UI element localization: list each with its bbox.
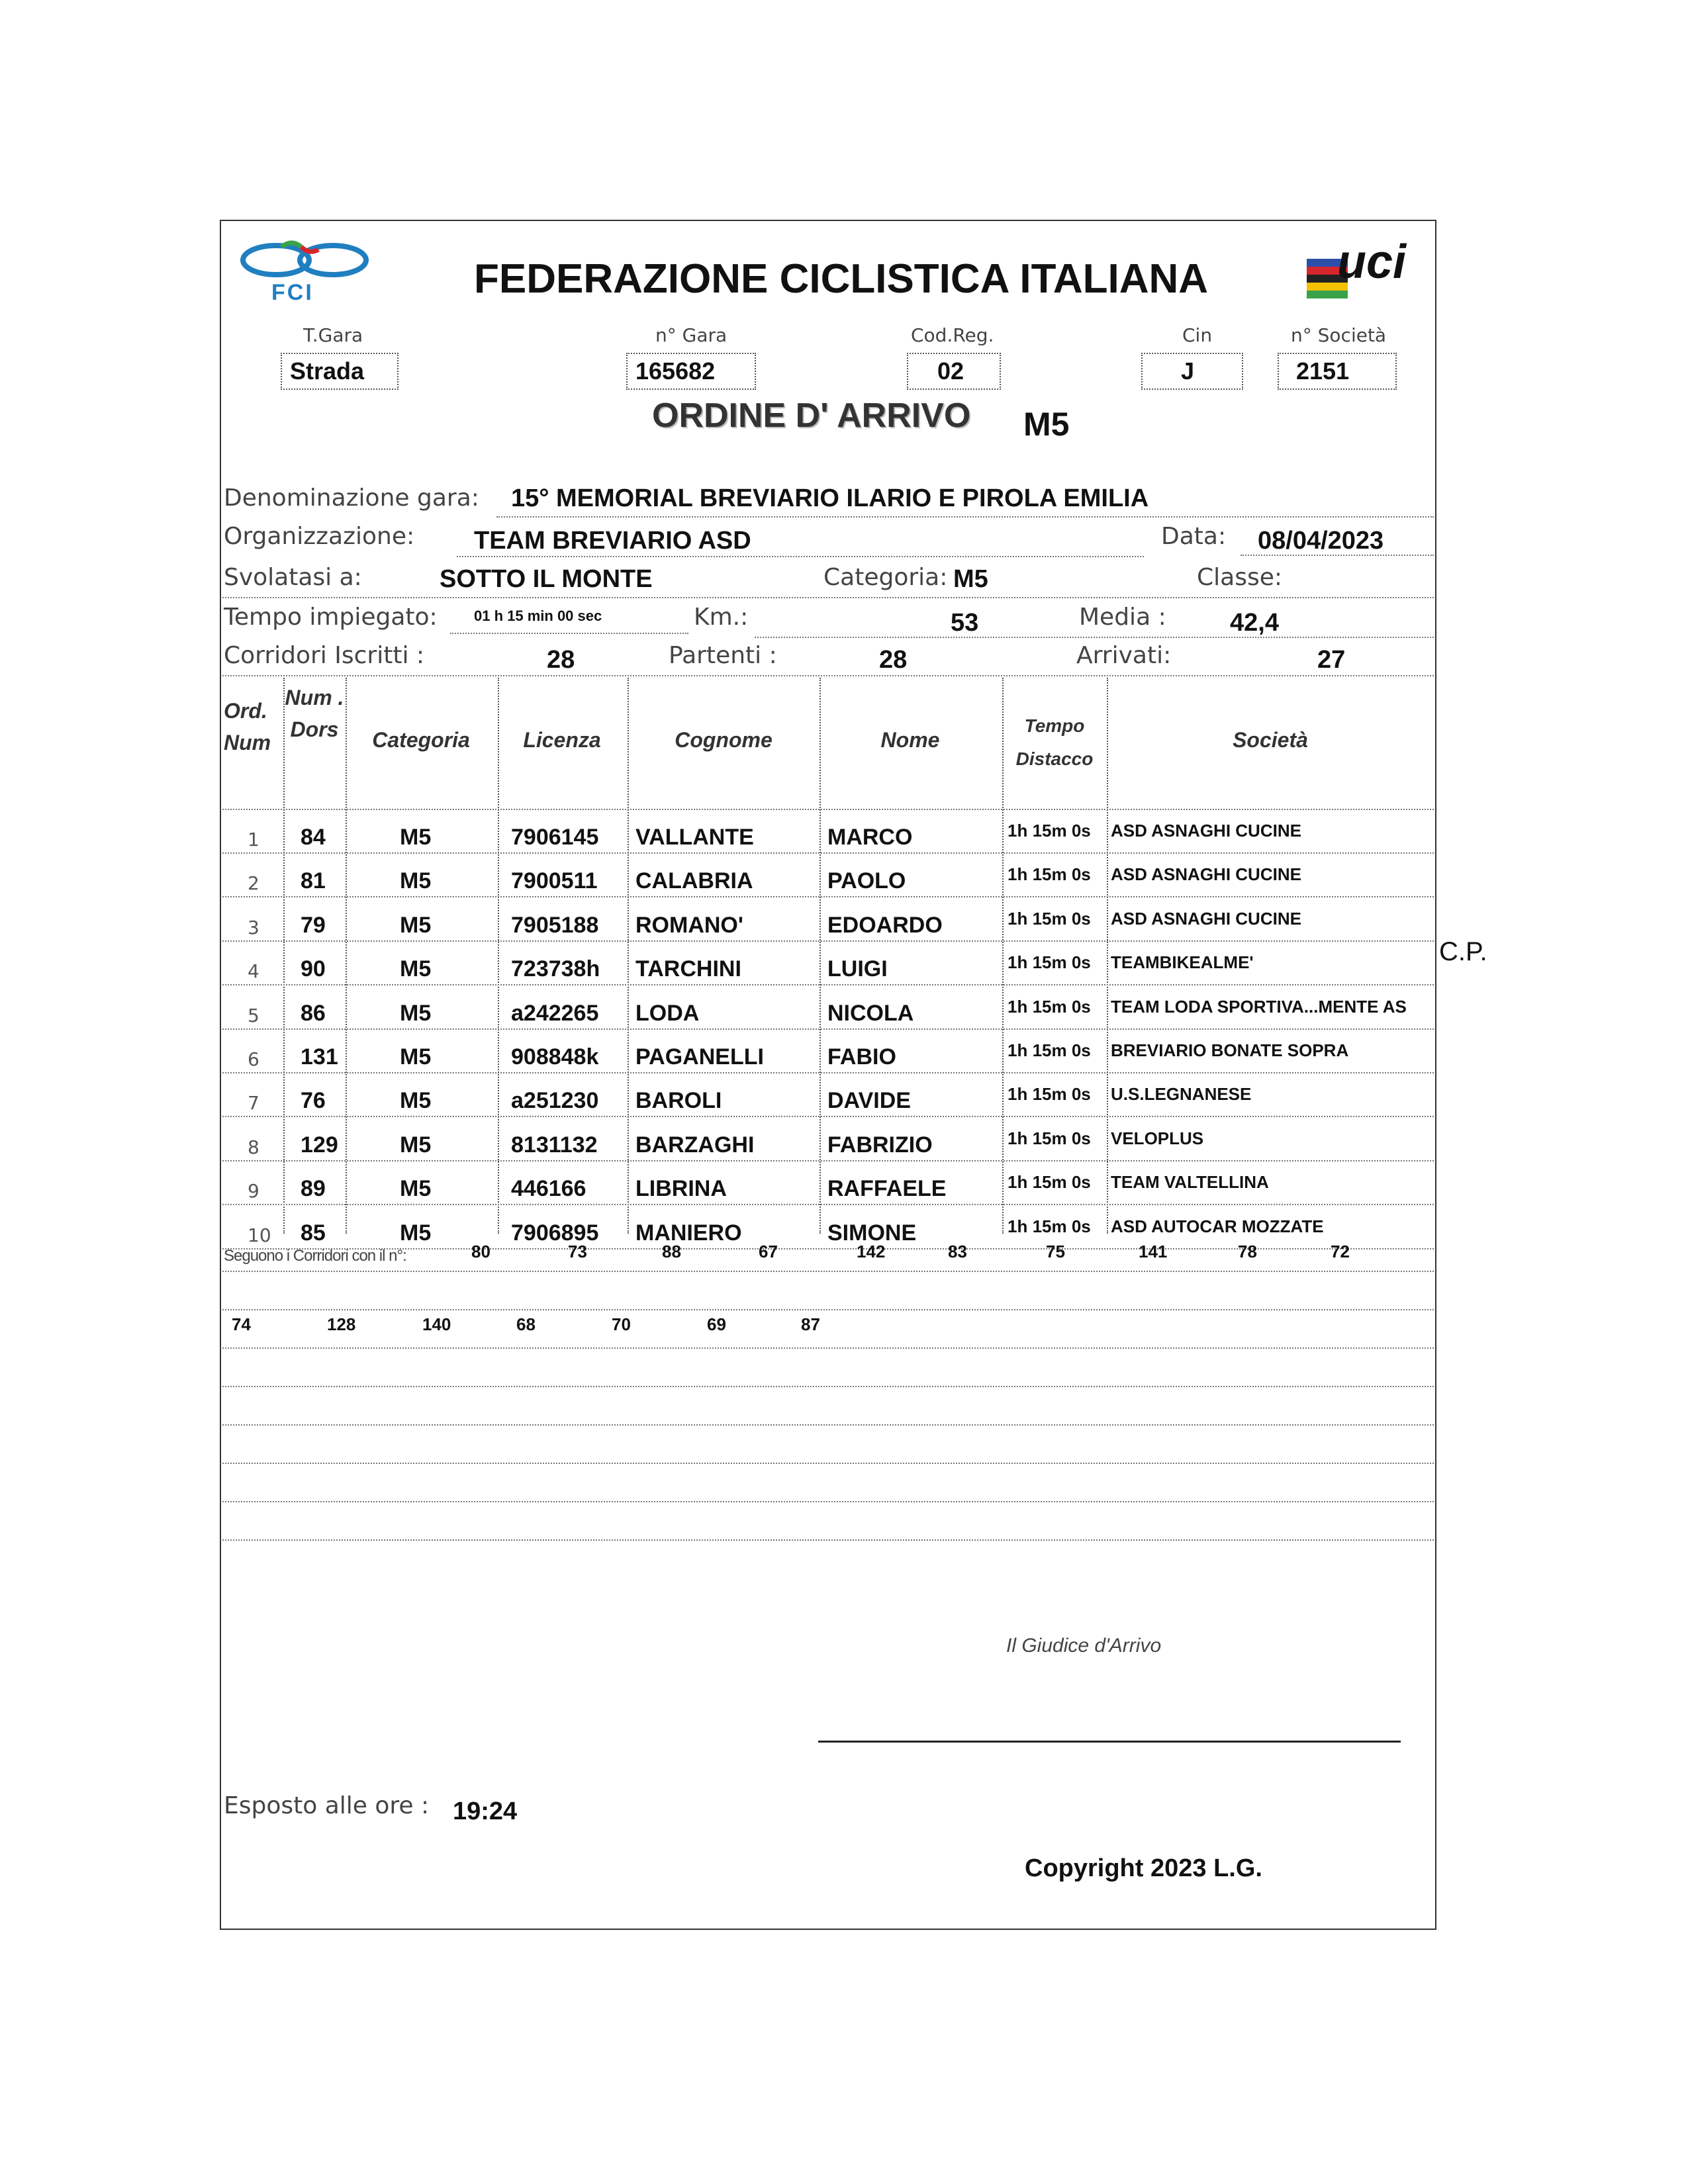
- cell-tempo: 1h 15m 0s: [1008, 1128, 1091, 1148]
- organizzazione-value: TEAM BREVIARIO ASD: [474, 527, 751, 555]
- t-gara-label: T.Gara: [303, 324, 363, 346]
- cell-cognome: MANIERO: [635, 1220, 742, 1246]
- cell-nome: MARCO: [827, 825, 913, 850]
- fci-logo: [235, 235, 374, 308]
- cell-societa: ASD ASNAGHI CUCINE: [1111, 908, 1301, 929]
- col-header-num: Num . Dors: [285, 686, 344, 741]
- cell-num: 79: [301, 912, 326, 938]
- cell-tempo: 1h 15m 0s: [1008, 1216, 1091, 1236]
- cell-tempo: 1h 15m 0s: [1008, 1040, 1091, 1060]
- cell-cognome: ROMANO': [635, 912, 743, 938]
- organizzazione-line: [457, 556, 1144, 557]
- iscritti-label: Corridori Iscritti :: [224, 642, 425, 669]
- cin-field: J: [1141, 353, 1243, 390]
- categoria-value: M5: [953, 565, 988, 593]
- cell-num: 81: [301, 868, 326, 894]
- cell-licenza: 8131132: [511, 1132, 598, 1158]
- cell-tempo: 1h 15m 0s: [1008, 1172, 1091, 1193]
- n-societa-label: n° Società: [1291, 324, 1387, 346]
- cell-societa: TEAM VALTELLINA: [1111, 1172, 1269, 1193]
- cell-ord: 6: [248, 1048, 259, 1070]
- cell-nome: LUIGI: [827, 956, 888, 982]
- denominazione-value: 15° MEMORIAL BREVIARIO ILARIO E PIROLA EMILIA: [511, 484, 1149, 512]
- blank-rule: [222, 1501, 1434, 1502]
- seguono-number: 140: [422, 1314, 451, 1334]
- document-title: ORDINE D' ARRIVO: [652, 396, 971, 435]
- cell-num: 90: [301, 956, 326, 982]
- cell-categoria: M5: [400, 1044, 432, 1069]
- cell-nome: PAOLO: [827, 868, 906, 894]
- giudice-label: Il Giudice d'Arrivo: [1006, 1635, 1162, 1657]
- cell-ord: 7: [248, 1092, 259, 1115]
- km-label: Km.:: [694, 604, 749, 631]
- cell-societa: TEAM LODA SPORTIVA...MENTE AS: [1111, 996, 1407, 1017]
- n-societa-field: 2151: [1278, 353, 1397, 390]
- data-value: 08/04/2023: [1258, 527, 1384, 555]
- signature-line: [818, 1741, 1401, 1743]
- esposto-label: Esposto alle ore :: [224, 1792, 430, 1819]
- seguono-number: 72: [1331, 1242, 1350, 1261]
- cell-ord: 4: [248, 960, 259, 983]
- cell-licenza: a251230: [511, 1088, 599, 1114]
- km-line: [755, 637, 1434, 638]
- seguono-number: 75: [1046, 1242, 1065, 1261]
- col-header-societa: Società: [1233, 728, 1308, 752]
- cod-reg-field: 02: [907, 353, 1001, 390]
- seguono-number: 87: [801, 1314, 820, 1334]
- cell-categoria: M5: [400, 956, 432, 982]
- cell-cognome: BAROLI: [635, 1088, 722, 1114]
- cell-num: 85: [301, 1220, 326, 1246]
- cell-societa: BREVIARIO BONATE SOPRA: [1111, 1040, 1349, 1060]
- cell-nome: SIMONE: [827, 1220, 917, 1246]
- cell-num: 129: [301, 1132, 338, 1158]
- col-header-categoria: Categoria: [372, 728, 470, 752]
- table-row: [222, 986, 1436, 1030]
- cell-licenza: 7900511: [511, 868, 598, 894]
- cin-label: Cin: [1182, 324, 1213, 346]
- cell-nome: DAVIDE: [827, 1088, 911, 1114]
- media-label: Media :: [1079, 604, 1166, 631]
- denominazione-line: [496, 516, 1434, 518]
- media-value: 42,4: [1230, 609, 1279, 637]
- seguono-label: Seguono i Corridori con il n°:: [224, 1247, 406, 1265]
- cell-num: 84: [301, 825, 326, 850]
- table-row: [222, 1030, 1436, 1073]
- data-label: Data:: [1161, 523, 1227, 550]
- cell-categoria: M5: [400, 868, 432, 894]
- margin-note: C.P.: [1439, 937, 1487, 966]
- cell-num: 131: [301, 1044, 338, 1069]
- organizzazione-label: Organizzazione:: [224, 523, 415, 550]
- cell-licenza: 446166: [511, 1176, 586, 1202]
- cell-ord: 8: [248, 1136, 259, 1158]
- svolatasi-label: Svolatasi a:: [224, 564, 362, 591]
- svolatasi-value: SOTTO IL MONTE: [440, 565, 653, 593]
- cell-licenza: 908848k: [511, 1044, 599, 1069]
- cell-ord: 1: [248, 829, 259, 850]
- col-header-nome: Nome: [880, 728, 940, 752]
- iscritti-value: 28: [547, 646, 575, 674]
- cell-categoria: M5: [400, 1132, 432, 1158]
- data-line: [1241, 555, 1434, 556]
- cell-societa: ASD ASNAGHI CUCINE: [1111, 821, 1301, 841]
- col-header-tempo: Tempo Distacco: [1015, 715, 1094, 769]
- cell-societa: VELOPLUS: [1111, 1128, 1204, 1148]
- cell-societa: ASD ASNAGHI CUCINE: [1111, 864, 1301, 885]
- cell-categoria: M5: [400, 1088, 432, 1114]
- table-row: [222, 854, 1436, 897]
- category-badge: M5: [1023, 406, 1070, 443]
- seguono-number: 74: [232, 1314, 251, 1334]
- blank-rule: [222, 1347, 1434, 1349]
- col-header-cognome: Cognome: [675, 728, 773, 752]
- seguono-rule: [222, 1271, 1434, 1272]
- blank-rule: [222, 1463, 1434, 1464]
- cell-cognome: PAGANELLI: [635, 1044, 764, 1069]
- seguono-number: 78: [1238, 1242, 1257, 1261]
- partenti-value: 28: [879, 646, 908, 674]
- arrivati-label: Arrivati:: [1076, 642, 1172, 669]
- cell-nome: RAFFAELE: [827, 1176, 947, 1202]
- cell-nome: FABRIZIO: [827, 1132, 933, 1158]
- cod-reg-label: Cod.Reg.: [911, 324, 994, 346]
- esposto-value: 19:24: [453, 1797, 518, 1825]
- cell-licenza: 7906145: [511, 825, 599, 850]
- seguono-number: 142: [857, 1242, 886, 1261]
- cell-ord: 9: [248, 1180, 259, 1203]
- table-row: [222, 1073, 1436, 1117]
- seguono-number: 141: [1139, 1242, 1168, 1261]
- cell-licenza: 7906895: [511, 1220, 599, 1246]
- cell-societa: TEAMBIKEALME': [1111, 952, 1254, 973]
- federation-title: FEDERAZIONE CICLISTICA ITALIANA: [474, 256, 1209, 302]
- cell-nome: NICOLA: [827, 1000, 914, 1026]
- km-value: 53: [951, 609, 979, 637]
- seguono-number: 73: [568, 1242, 587, 1261]
- denominazione-label: Denominazione gara:: [224, 484, 479, 512]
- classe-label: Classe:: [1197, 564, 1282, 591]
- cell-ord: 10: [248, 1224, 271, 1246]
- cell-tempo: 1h 15m 0s: [1008, 1084, 1091, 1105]
- table-row: [222, 810, 1436, 854]
- cell-cognome: VALLANTE: [635, 825, 754, 850]
- blank-rule: [222, 1386, 1434, 1387]
- partenti-label: Partenti :: [669, 642, 777, 669]
- seguono-number: 69: [707, 1314, 726, 1334]
- cell-ord: 3: [248, 916, 259, 938]
- cell-categoria: M5: [400, 1176, 432, 1202]
- table-row: [222, 942, 1436, 985]
- seguono-rule: [222, 1309, 1434, 1310]
- cell-num: 89: [301, 1176, 326, 1202]
- seguono-number: 80: [471, 1242, 491, 1261]
- cell-categoria: M5: [400, 912, 432, 938]
- tempo-label: Tempo impiegato:: [224, 604, 438, 631]
- iscritti-line: [222, 675, 1434, 676]
- cell-cognome: LODA: [635, 1000, 700, 1026]
- cell-societa: U.S.LEGNANESE: [1111, 1084, 1252, 1105]
- cell-nome: EDOARDO: [827, 912, 943, 938]
- seguono-number: 70: [612, 1314, 631, 1334]
- categoria-label: Categoria:: [823, 564, 948, 591]
- svolatasi-line: [222, 597, 1434, 598]
- seguono-number: 67: [759, 1242, 778, 1261]
- cell-nome: FABIO: [827, 1044, 896, 1069]
- cell-societa: ASD AUTOCAR MOZZATE: [1111, 1216, 1324, 1236]
- table-row: [222, 1161, 1436, 1205]
- cell-cognome: CALABRIA: [635, 868, 753, 894]
- cell-tempo: 1h 15m 0s: [1008, 908, 1091, 929]
- copyright: Copyright 2023 L.G.: [1025, 1854, 1262, 1882]
- col-header-licenza: Licenza: [523, 728, 601, 752]
- table-row: [222, 898, 1436, 942]
- cell-tempo: 1h 15m 0s: [1008, 996, 1091, 1017]
- cell-categoria: M5: [400, 825, 432, 850]
- cell-categoria: M5: [400, 1220, 432, 1246]
- cell-licenza: 723738h: [511, 956, 600, 982]
- seguono-number: 88: [662, 1242, 681, 1261]
- table-row: [222, 1118, 1436, 1161]
- cell-ord: 2: [248, 872, 259, 895]
- cell-cognome: TARCHINI: [635, 956, 741, 982]
- cell-num: 76: [301, 1088, 326, 1114]
- col-header-ord: [224, 695, 279, 758]
- fci-logo-text: FCI: [271, 280, 314, 305]
- n-gara-label: n° Gara: [655, 324, 727, 346]
- cell-cognome: BARZAGHI: [635, 1132, 755, 1158]
- cell-ord: 5: [248, 1004, 259, 1026]
- cell-num: 86: [301, 1000, 326, 1026]
- n-gara-field: 165682: [626, 353, 756, 390]
- cell-licenza: 7905188: [511, 912, 599, 938]
- seguono-number: 83: [948, 1242, 967, 1261]
- cell-cognome: LIBRINA: [635, 1176, 727, 1202]
- tempo-line: [450, 633, 688, 634]
- uci-logo-text: uci: [1337, 236, 1407, 289]
- t-gara-field: Strada: [281, 353, 399, 390]
- seguono-number: 68: [516, 1314, 536, 1334]
- tempo-value: 01 h 15 min 00 sec: [474, 608, 602, 624]
- cell-tempo: 1h 15m 0s: [1008, 821, 1091, 841]
- arrivati-value: 27: [1317, 646, 1346, 674]
- uci-logo: [1304, 235, 1417, 308]
- col-header-ord-text: Ord. Num: [224, 699, 271, 754]
- cell-tempo: 1h 15m 0s: [1008, 952, 1091, 973]
- blank-rule: [222, 1424, 1434, 1426]
- cell-tempo: 1h 15m 0s: [1008, 864, 1091, 885]
- blank-rule: [222, 1539, 1434, 1541]
- cell-licenza: a242265: [511, 1000, 599, 1026]
- cell-categoria: M5: [400, 1000, 432, 1026]
- seguono-number: 128: [327, 1314, 356, 1334]
